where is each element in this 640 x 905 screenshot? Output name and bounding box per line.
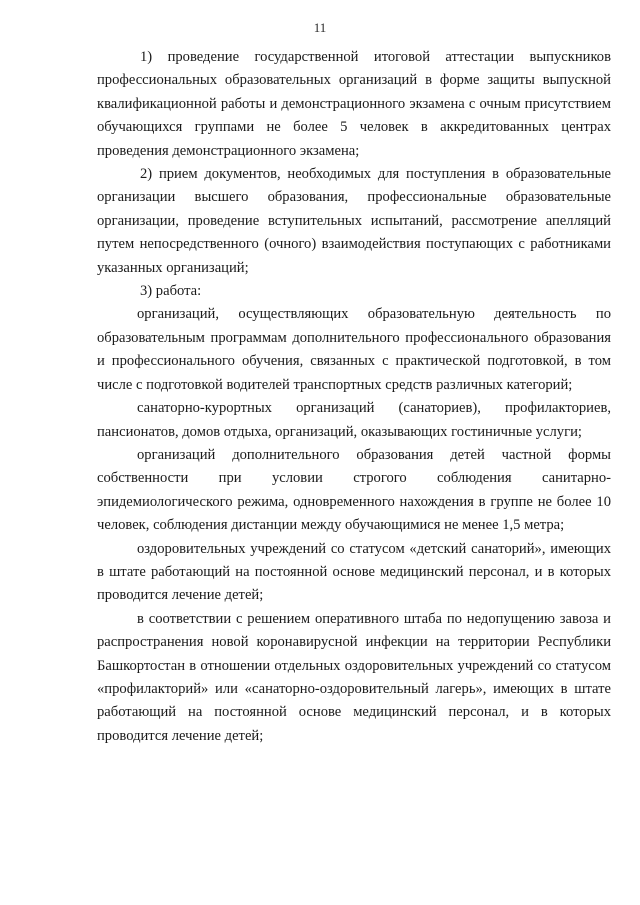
paragraph-sanatorium-orgs: санаторно-курортных организаций (санаториев), профилакториев, пансионатов, домов отдыха, организаций, оказывающих гостиничные услуги; — [97, 400, 611, 440]
paragraph-additional-education: организаций дополнительного образования детей частной формы собственности при условии строгого соблюдения санитарно-эпидемиологического режима, одновременного нахождения в группе не более 10 человек, соблюдения дистанции между обучающимися не менее 1,5 метра; — [97, 446, 611, 534]
paragraph-childrens-sanatorium: оздоровительных учреждений со статусом «детский санаторий», имеющих в штате работающий на постоянной основе медицинский персонал, и в которых проводится лечение детей; — [97, 540, 611, 604]
document-body — [97, 46, 611, 748]
paragraph-item-1: 1) проведение государственной итоговой аттестации выпускников профессиональных образовательных организаций в форме защиты выпускной квалификационной работы и демонстрационного экзамена с очным присутствием обучающихся группами не более 5 человек в аккредитованных центрах проведения демонстрационного экзамена; — [97, 49, 611, 159]
paragraph-item-3: 3) работа: — [140, 283, 202, 300]
paragraph-operational-headquarters: в соответствии с решением оперативного штаба по недопущению завоза и распространения новой коронавирусной инфекции на территории Республики Башкортостан в отношении отдельных оздоровительных учреждений со статусом «профилакторий» или «санаторно-оздоровительный лагерь», имеющих в штате работающий на постоянной основе медицинский персонал, и в которых проводится лечение детей; — [97, 610, 611, 744]
paragraph-item-2: 2) прием документов, необходимых для поступления в образовательные организации высшего образования, профессиональные образовательные организации, проведение вступительных испытаний, рассмотрение апелляций путем непосредственного (очного) взаимодействия поступающих с работниками указанных организаций; — [97, 166, 611, 276]
page-number: 11 — [313, 20, 327, 35]
paragraph-education-orgs: организаций, осуществляющих образовательную деятельность по образовательным программам дополнительного профессионального образования и профессионального обучения, связанных с практической подготовкой, в том числе с подготовкой водителей транспортных средств различных категорий; — [97, 306, 611, 393]
